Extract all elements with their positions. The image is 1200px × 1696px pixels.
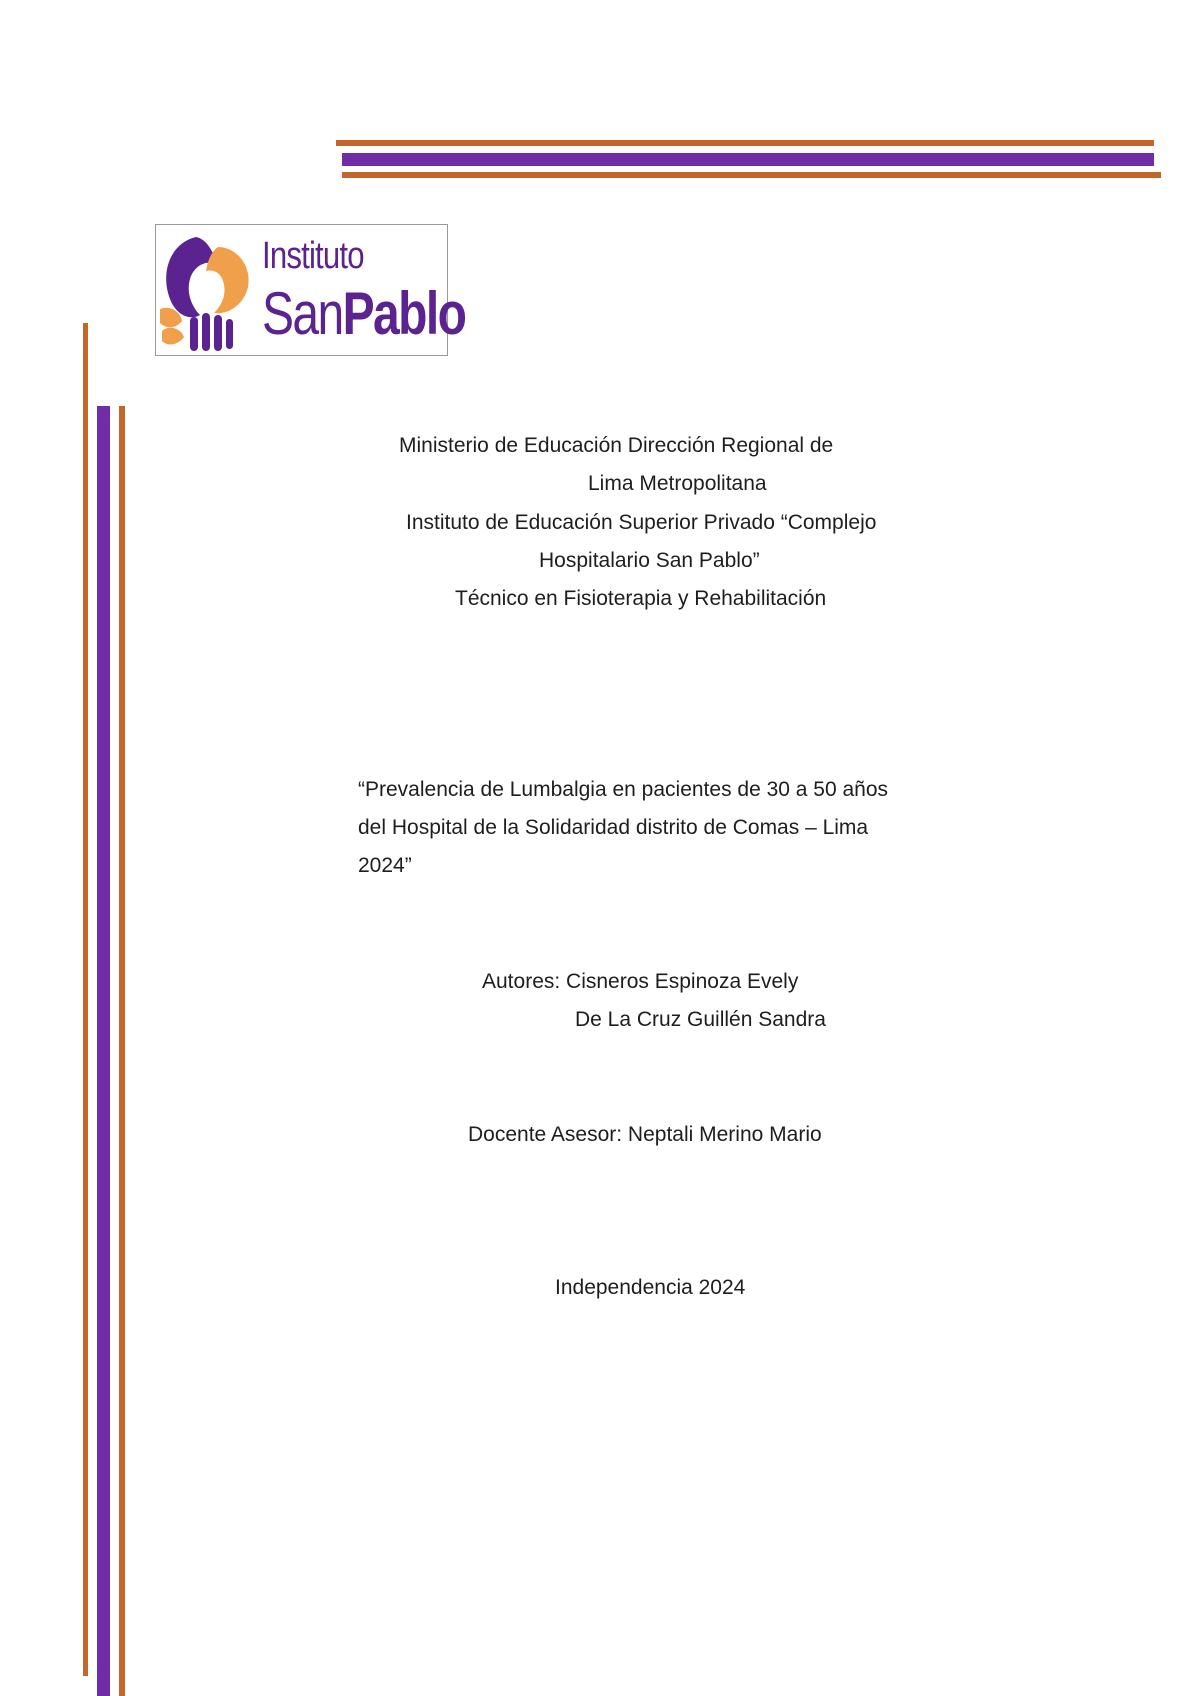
thesis-title-line3: 2024” [358,854,412,877]
authors-line1: Autores: Cisneros Espinoza Evely [482,970,799,993]
header-line-ministry: Ministerio de Educación Dirección Regional de [399,434,834,457]
top-orange-rule-lower [342,172,1161,178]
left-orange-rule-inner [119,406,125,1696]
header-line-institute: Instituto de Educación Superior Privado “Complejo [406,511,877,534]
advisor-line: Docente Asesor: Neptali Merino Mario [468,1123,822,1146]
thesis-title-line2: del Hospital de la Solidaridad distrito de Comas – Lima [358,816,869,839]
header-line-hospital: Hospitalario San Pablo” [539,549,760,572]
thesis-title-line1: “Prevalencia de Lumbalgia en pacientes de 30 a 50 años [358,778,889,801]
authors-line2: De La Cruz Guillén Sandra [575,1008,826,1031]
left-purple-rule [97,406,110,1696]
hand-emblem-icon [156,225,266,357]
top-orange-rule [336,140,1154,146]
logo-text-pablo: Pablo [342,280,466,347]
institute-logo [155,224,466,356]
left-orange-rule [83,323,88,1676]
top-purple-rule [342,153,1154,166]
place-date-line: Independencia 2024 [555,1276,746,1299]
logo-text-instituto: Instituto [262,235,364,277]
logo-text-san: San [262,280,343,347]
logo-text-sanpablo [262,279,465,348]
header-line-lima: Lima Metropolitana [588,472,767,495]
header-line-program: Técnico en Fisioterapia y Rehabilitación [455,587,827,610]
